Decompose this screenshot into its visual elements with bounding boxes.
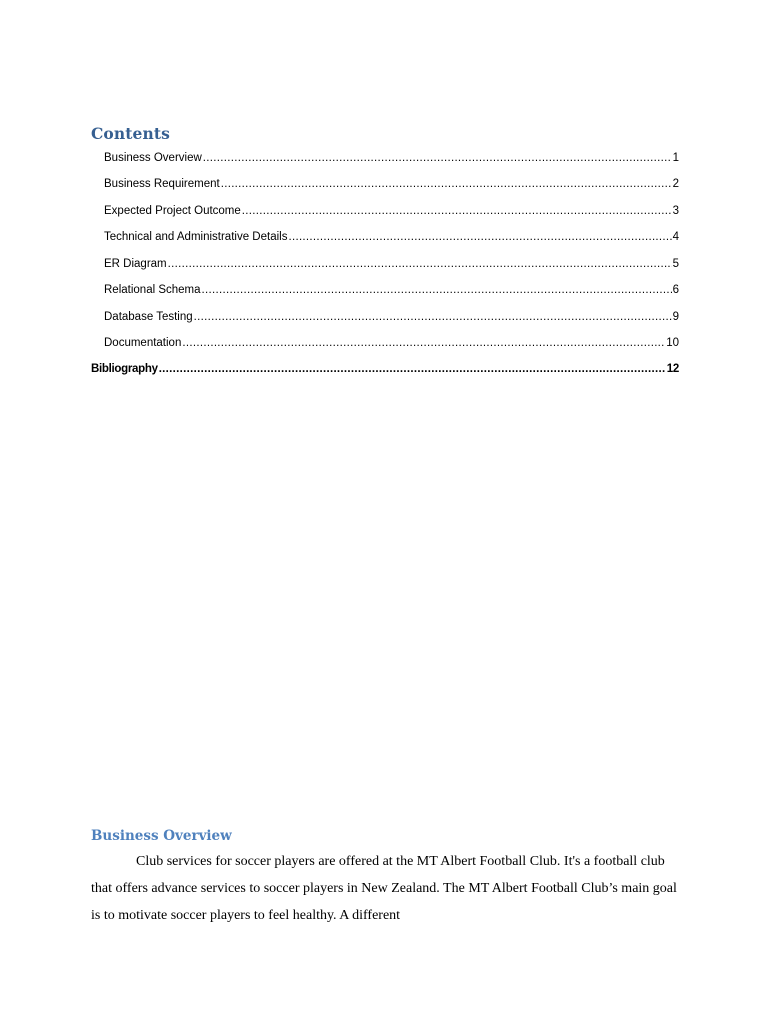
toc-entry-bibliography[interactable] xyxy=(91,362,679,376)
toc-entry-technical-administrative-details[interactable] xyxy=(104,230,679,244)
toc-dot-leader xyxy=(194,310,672,324)
toc-page-number: 4 xyxy=(672,231,679,243)
toc-dot-leader xyxy=(182,336,665,350)
toc-page-number: 2 xyxy=(672,178,679,190)
toc-entry-relational-schema[interactable] xyxy=(104,283,679,297)
toc-entry-er-diagram[interactable] xyxy=(104,257,679,271)
toc-entry-label: Documentation xyxy=(104,337,182,349)
toc-entry-label: ER Diagram xyxy=(104,258,167,270)
section-heading-business-overview: Business Overview xyxy=(91,828,232,844)
toc-heading: Contents xyxy=(91,124,170,143)
toc-dot-leader xyxy=(203,151,672,165)
toc-page-number: 3 xyxy=(672,205,679,217)
toc-entry-label: Database Testing xyxy=(104,311,193,323)
toc-entry-business-requirement[interactable] xyxy=(104,177,679,191)
toc-entry-label: Expected Project Outcome xyxy=(104,205,241,217)
toc-dot-leader xyxy=(168,257,672,271)
toc-dot-leader xyxy=(159,362,666,376)
toc-entry-label: Business Requirement xyxy=(104,178,220,190)
toc-entry-label: Business Overview xyxy=(104,152,202,164)
toc-entry-database-testing[interactable] xyxy=(104,310,679,324)
toc-entry-business-overview[interactable] xyxy=(104,151,679,165)
toc-dot-leader xyxy=(242,204,672,218)
toc-page-number: 9 xyxy=(672,311,679,323)
toc-page-number: 6 xyxy=(672,284,679,296)
toc-entry-documentation[interactable] xyxy=(104,336,679,350)
toc-dot-leader xyxy=(288,230,671,244)
toc-entry-expected-project-outcome[interactable] xyxy=(104,204,679,218)
toc-dot-leader xyxy=(202,283,672,297)
toc-dot-leader xyxy=(221,177,672,191)
toc-entry-label: Bibliography xyxy=(91,363,158,375)
toc-page-number: 5 xyxy=(672,258,679,270)
toc-page-number: 1 xyxy=(672,152,679,164)
body-paragraph: Club services for soccer players are offered at the MT Albert Football Club. It's a football club that offers advance services to soccer players in New Zealand. The MT Albert Football Club’s main goal is to motivate soccer players to feel healthy. A different xyxy=(91,854,677,923)
toc-page-number: 12 xyxy=(666,363,679,375)
toc-page-number: 10 xyxy=(666,337,679,349)
toc-entry-label: Technical and Administrative Details xyxy=(104,231,288,243)
toc-entry-label: Relational Schema xyxy=(104,284,201,296)
